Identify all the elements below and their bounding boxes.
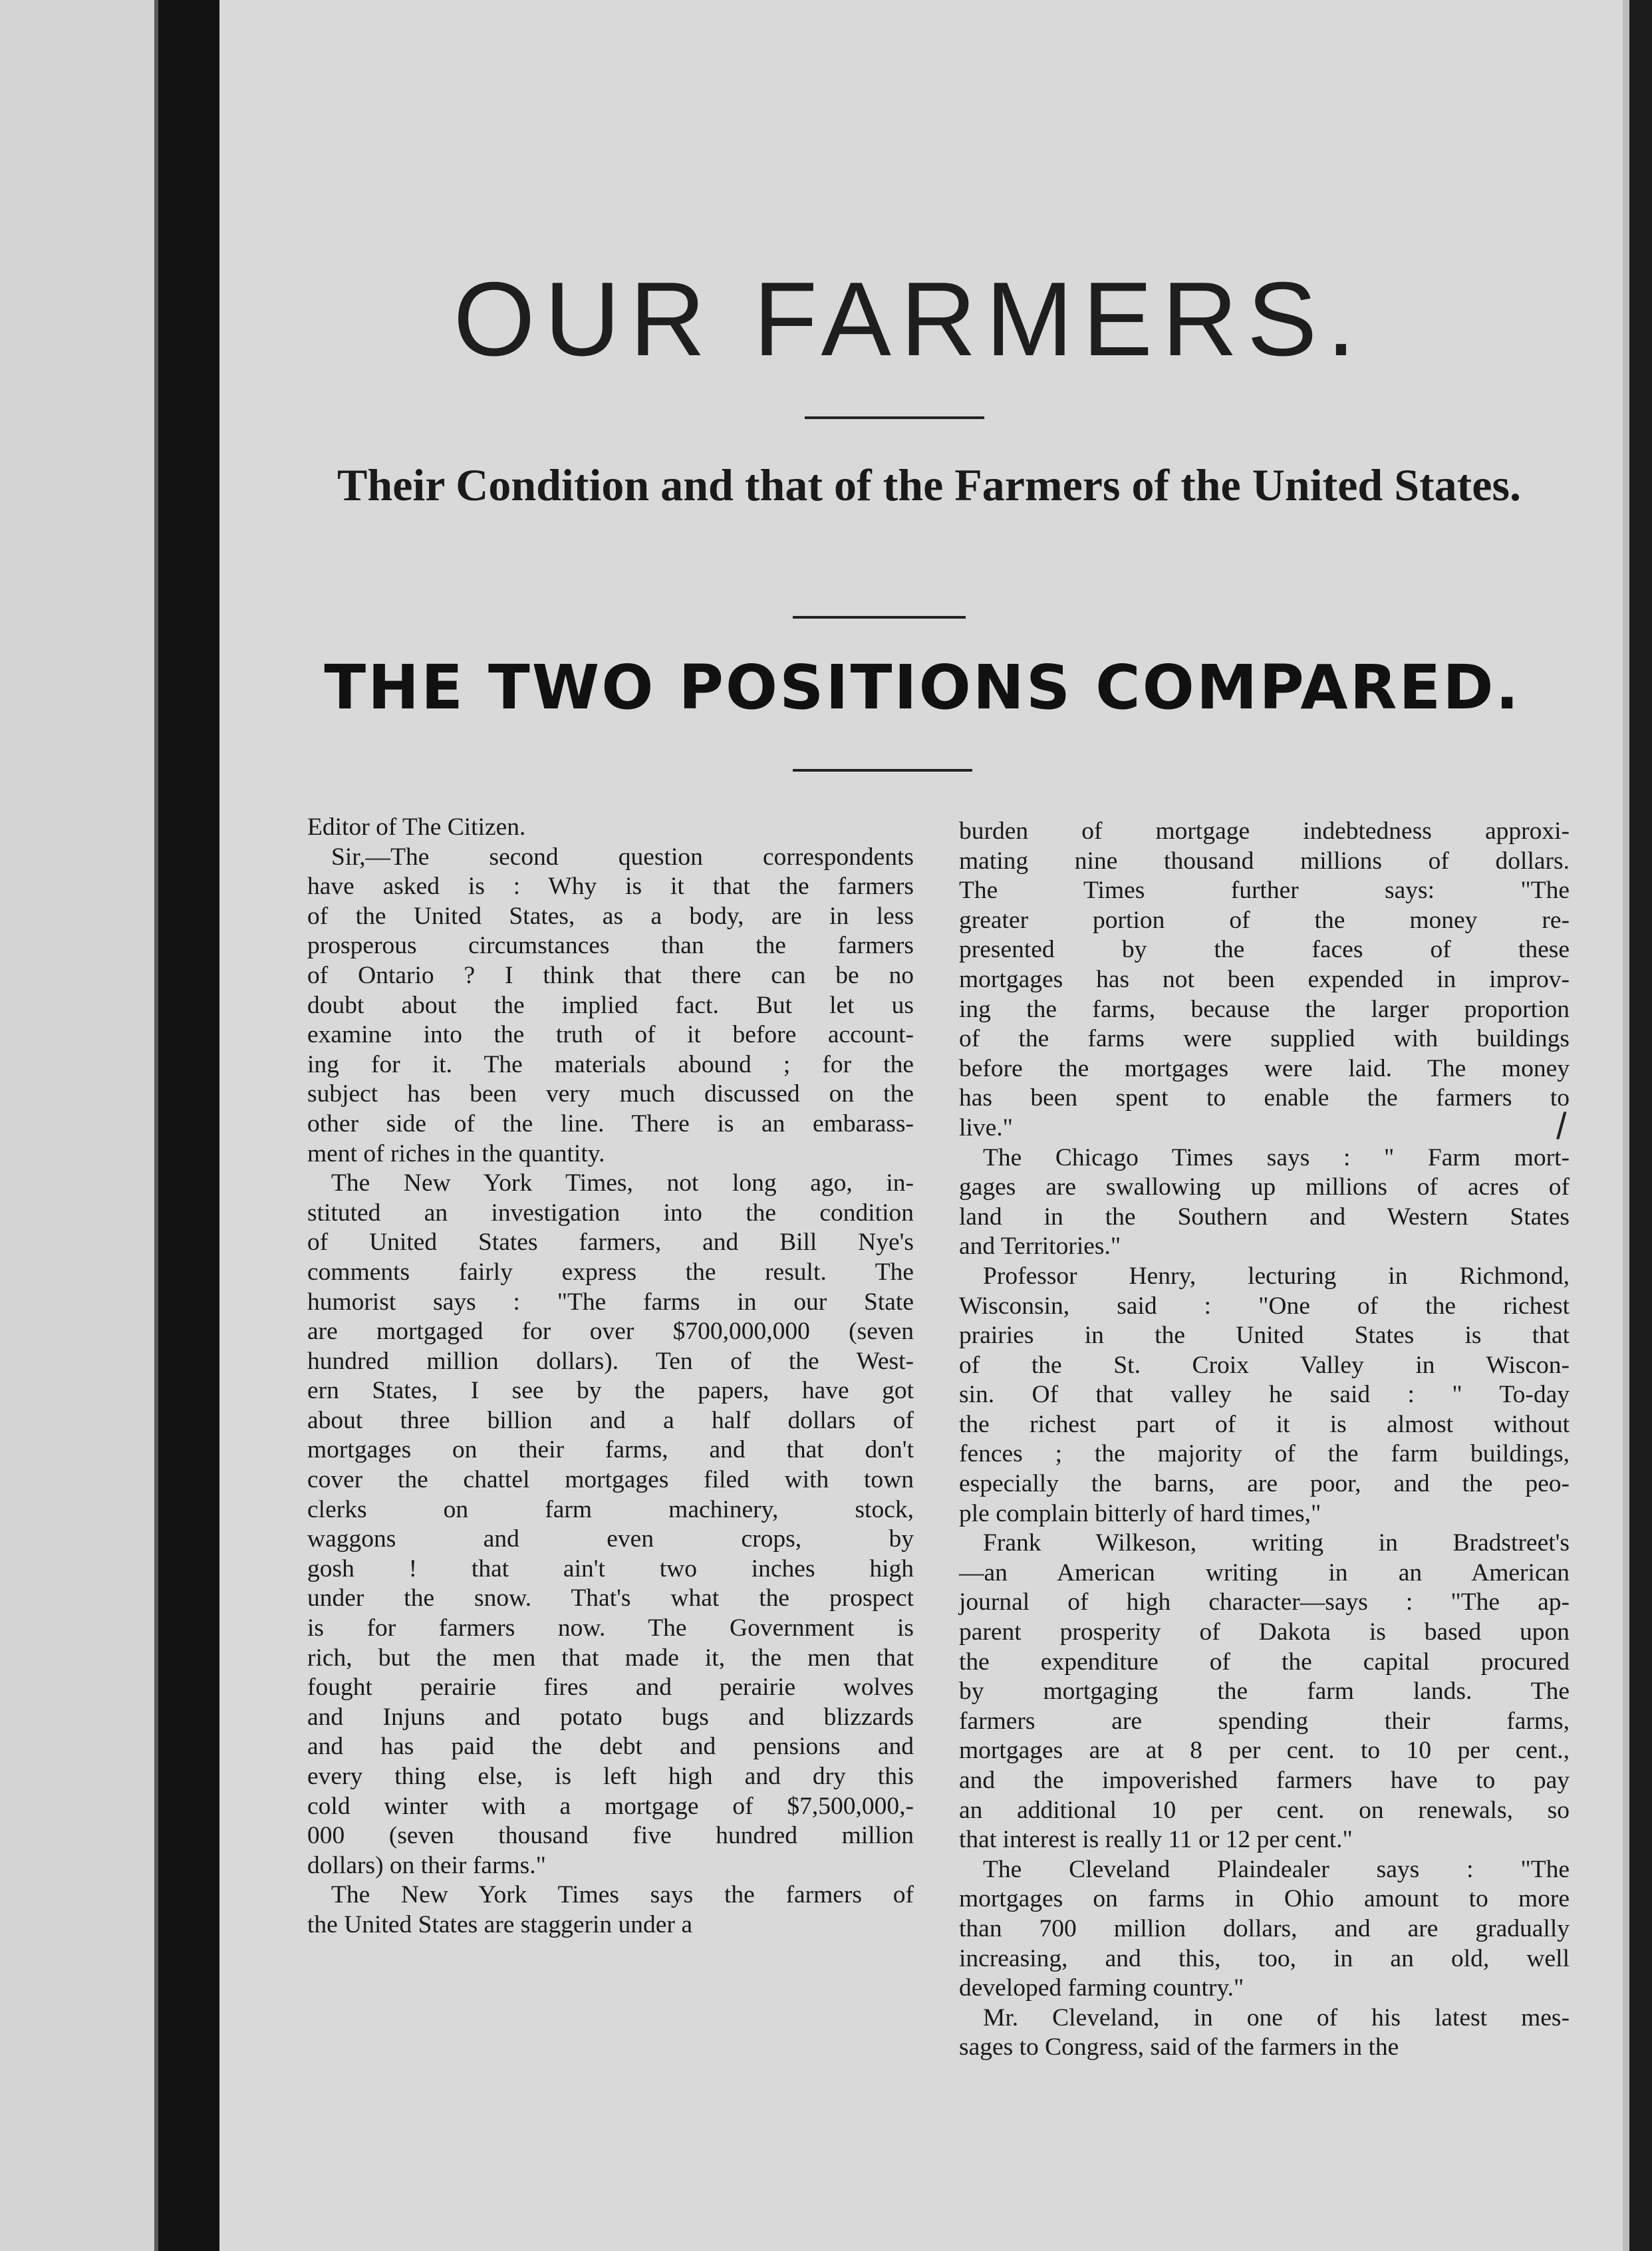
text-line: of Ontario ? I think that there can be no — [307, 961, 914, 989]
text-line: of the United States, as a body, are in less — [307, 902, 914, 930]
text-line: has been spent to enable the farmers to — [959, 1084, 1570, 1112]
text-line: presented by the faces of these — [959, 936, 1570, 964]
text-line: live." — [959, 1114, 1013, 1141]
text-line: of United States farmers, and Bill Nye's — [307, 1229, 914, 1257]
text-line: prosperous circumstances than the farmers — [307, 932, 914, 960]
right-text-column — [959, 817, 1570, 2063]
text-line: mortgages are at 8 per cent. to 10 per cent., — [959, 1737, 1570, 1765]
text-line: greater portion of the money re- — [959, 906, 1570, 934]
text-line: farmers are spending their farms, — [959, 1707, 1570, 1735]
text-line: comments fairly express the result. The — [307, 1258, 914, 1286]
text-line: The Chicago Times says : " Farm mort- — [983, 1143, 1570, 1171]
text-line: clerks on farm machinery, stock, — [307, 1495, 914, 1523]
text-line: and Injuns and potato bugs and blizzards — [307, 1703, 914, 1731]
text-line: the expenditure of the capital procured — [959, 1648, 1570, 1676]
text-line: before the mortgages were laid. The money — [959, 1054, 1570, 1082]
text-line: mating nine thousand millions of dollars. — [959, 847, 1570, 875]
text-line: ment of riches in the quantity. — [307, 1139, 605, 1167]
facing-page-edge — [0, 0, 158, 2251]
text-line: especially the barns, are poor, and the peo- — [959, 1470, 1570, 1498]
text-line: sages to Congress, said of the farmers in the — [959, 2033, 1399, 2061]
text-line: ern States, I see by the papers, have got — [307, 1377, 914, 1405]
text-line: examine into the truth of it before account- — [307, 1021, 914, 1049]
text-line: fought perairie fires and perairie wolves — [307, 1674, 914, 1702]
text-line: Sir,—The second question correspondents — [331, 843, 914, 871]
left-text-column — [307, 813, 914, 1940]
text-line: the richest part of it is almost without — [959, 1410, 1570, 1438]
text-line: stituted an investigation into the condition — [307, 1199, 914, 1227]
text-line: mortgages has not been expended in improv- — [959, 965, 1570, 993]
text-line: waggons and even crops, by — [307, 1525, 914, 1553]
section-heading: THE TWO POSITIONS COMPARED. — [324, 652, 1521, 723]
text-line: other side of the line. There is an embarass- — [307, 1110, 914, 1137]
text-line: of the farms were supplied with buildings — [959, 1025, 1570, 1053]
text-line: doubt about the implied fact. But let us — [307, 991, 914, 1019]
text-line: gosh ! that ain't two inches high — [307, 1555, 914, 1582]
text-line: —an American writing in an American — [959, 1559, 1570, 1586]
text-line: gages are swallowing up millions of acres of — [959, 1173, 1570, 1201]
text-line: The New York Times, not long ago, in- — [331, 1169, 914, 1197]
text-line: The Times further says: "The — [959, 877, 1570, 905]
text-line: have asked is : Why is it that the farmers — [307, 873, 914, 901]
text-line: Editor of The Citizen. — [307, 814, 526, 841]
text-line: land in the Southern and Western States — [959, 1203, 1570, 1231]
document-page — [219, 0, 1652, 2251]
page-subtitle: Their Condition and that of the Farmers of the United States. — [337, 460, 1521, 510]
subtitle-divider — [793, 616, 966, 619]
text-line: 000 (seven thousand five hundred million — [307, 1822, 914, 1850]
text-line: Frank Wilkeson, writing in Bradstreet's — [983, 1529, 1570, 1557]
text-line: fences ; the majority of the farm buildings, — [959, 1440, 1570, 1468]
text-line: and has paid the debt and pensions and — [307, 1733, 914, 1761]
text-line: Mr. Cleveland, in one of his latest mes- — [983, 2004, 1570, 2031]
text-line: than 700 million dollars, and are gradually — [959, 1914, 1570, 1942]
text-line: that interest is really 11 or 12 per cent." — [959, 1826, 1353, 1854]
text-line: The Cleveland Plaindealer says : "The — [983, 1855, 1570, 1883]
text-line: dollars) on their farms." — [307, 1851, 546, 1879]
page-title: OUR FARMERS. — [453, 261, 1365, 378]
text-line: an additional 10 per cent. on renewals, so — [959, 1796, 1570, 1824]
text-line: ple complain bitterly of hard times," — [959, 1499, 1321, 1527]
text-line: sin. Of that valley he said : " To-day — [959, 1381, 1570, 1409]
text-line: humorist says : "The farms in our State — [307, 1288, 914, 1316]
text-line: prairies in the United States is that — [959, 1322, 1570, 1350]
book-spine — [158, 0, 219, 2251]
text-line: Professor Henry, lecturing in Richmond, — [983, 1262, 1570, 1290]
margin-pencil-mark: / — [1556, 1105, 1567, 1147]
text-line: parent prosperity of Dakota is based upon — [959, 1618, 1570, 1646]
text-line: under the snow. That's what the prospect — [307, 1584, 914, 1612]
text-line: developed farming country." — [959, 1974, 1244, 2002]
text-line: journal of high character—says : "The ap- — [959, 1588, 1570, 1616]
text-line: ing for it. The materials abound ; for the — [307, 1050, 914, 1078]
text-line: and the impoverished farmers have to pay — [959, 1767, 1570, 1794]
text-line: mortgages on farms in Ohio amount to more — [959, 1885, 1570, 1913]
text-line: is for farmers now. The Government is — [307, 1614, 914, 1642]
text-line: every thing else, is left high and dry this — [307, 1763, 914, 1790]
text-line: The New York Times says the farmers of — [331, 1881, 914, 1909]
text-line: increasing, and this, too, in an old, well — [959, 1944, 1570, 1972]
text-line: rich, but the men that made it, the men that — [307, 1644, 914, 1672]
text-line: and Territories." — [959, 1233, 1121, 1261]
page-edge-light — [1623, 0, 1629, 2251]
text-line: cover the chattel mortgages filed with town — [307, 1466, 914, 1494]
text-line: Wisconsin, said : "One of the richest — [959, 1292, 1570, 1320]
text-line: by mortgaging the farm lands. The — [959, 1678, 1570, 1706]
text-line: burden of mortgage indebtedness approxi- — [959, 818, 1570, 845]
text-line: of the St. Croix Valley in Wiscon- — [959, 1351, 1570, 1379]
page-edge-dark — [1629, 0, 1652, 2251]
text-line: mortgages on their farms, and that don't — [307, 1436, 914, 1464]
text-line: subject has been very much discussed on the — [307, 1080, 914, 1108]
text-line: are mortgaged for over $700,000,000 (seven — [307, 1318, 914, 1346]
text-line: the United States are staggerin under a — [307, 1910, 692, 1938]
heading-divider — [793, 769, 972, 772]
text-line: cold winter with a mortgage of $7,500,000,- — [307, 1792, 914, 1820]
title-divider — [805, 416, 984, 419]
text-line: ing the farms, because the larger proportion — [959, 995, 1570, 1023]
text-line: about three billion and a half dollars of — [307, 1406, 914, 1434]
text-line: hundred million dollars). Ten of the West- — [307, 1347, 914, 1375]
